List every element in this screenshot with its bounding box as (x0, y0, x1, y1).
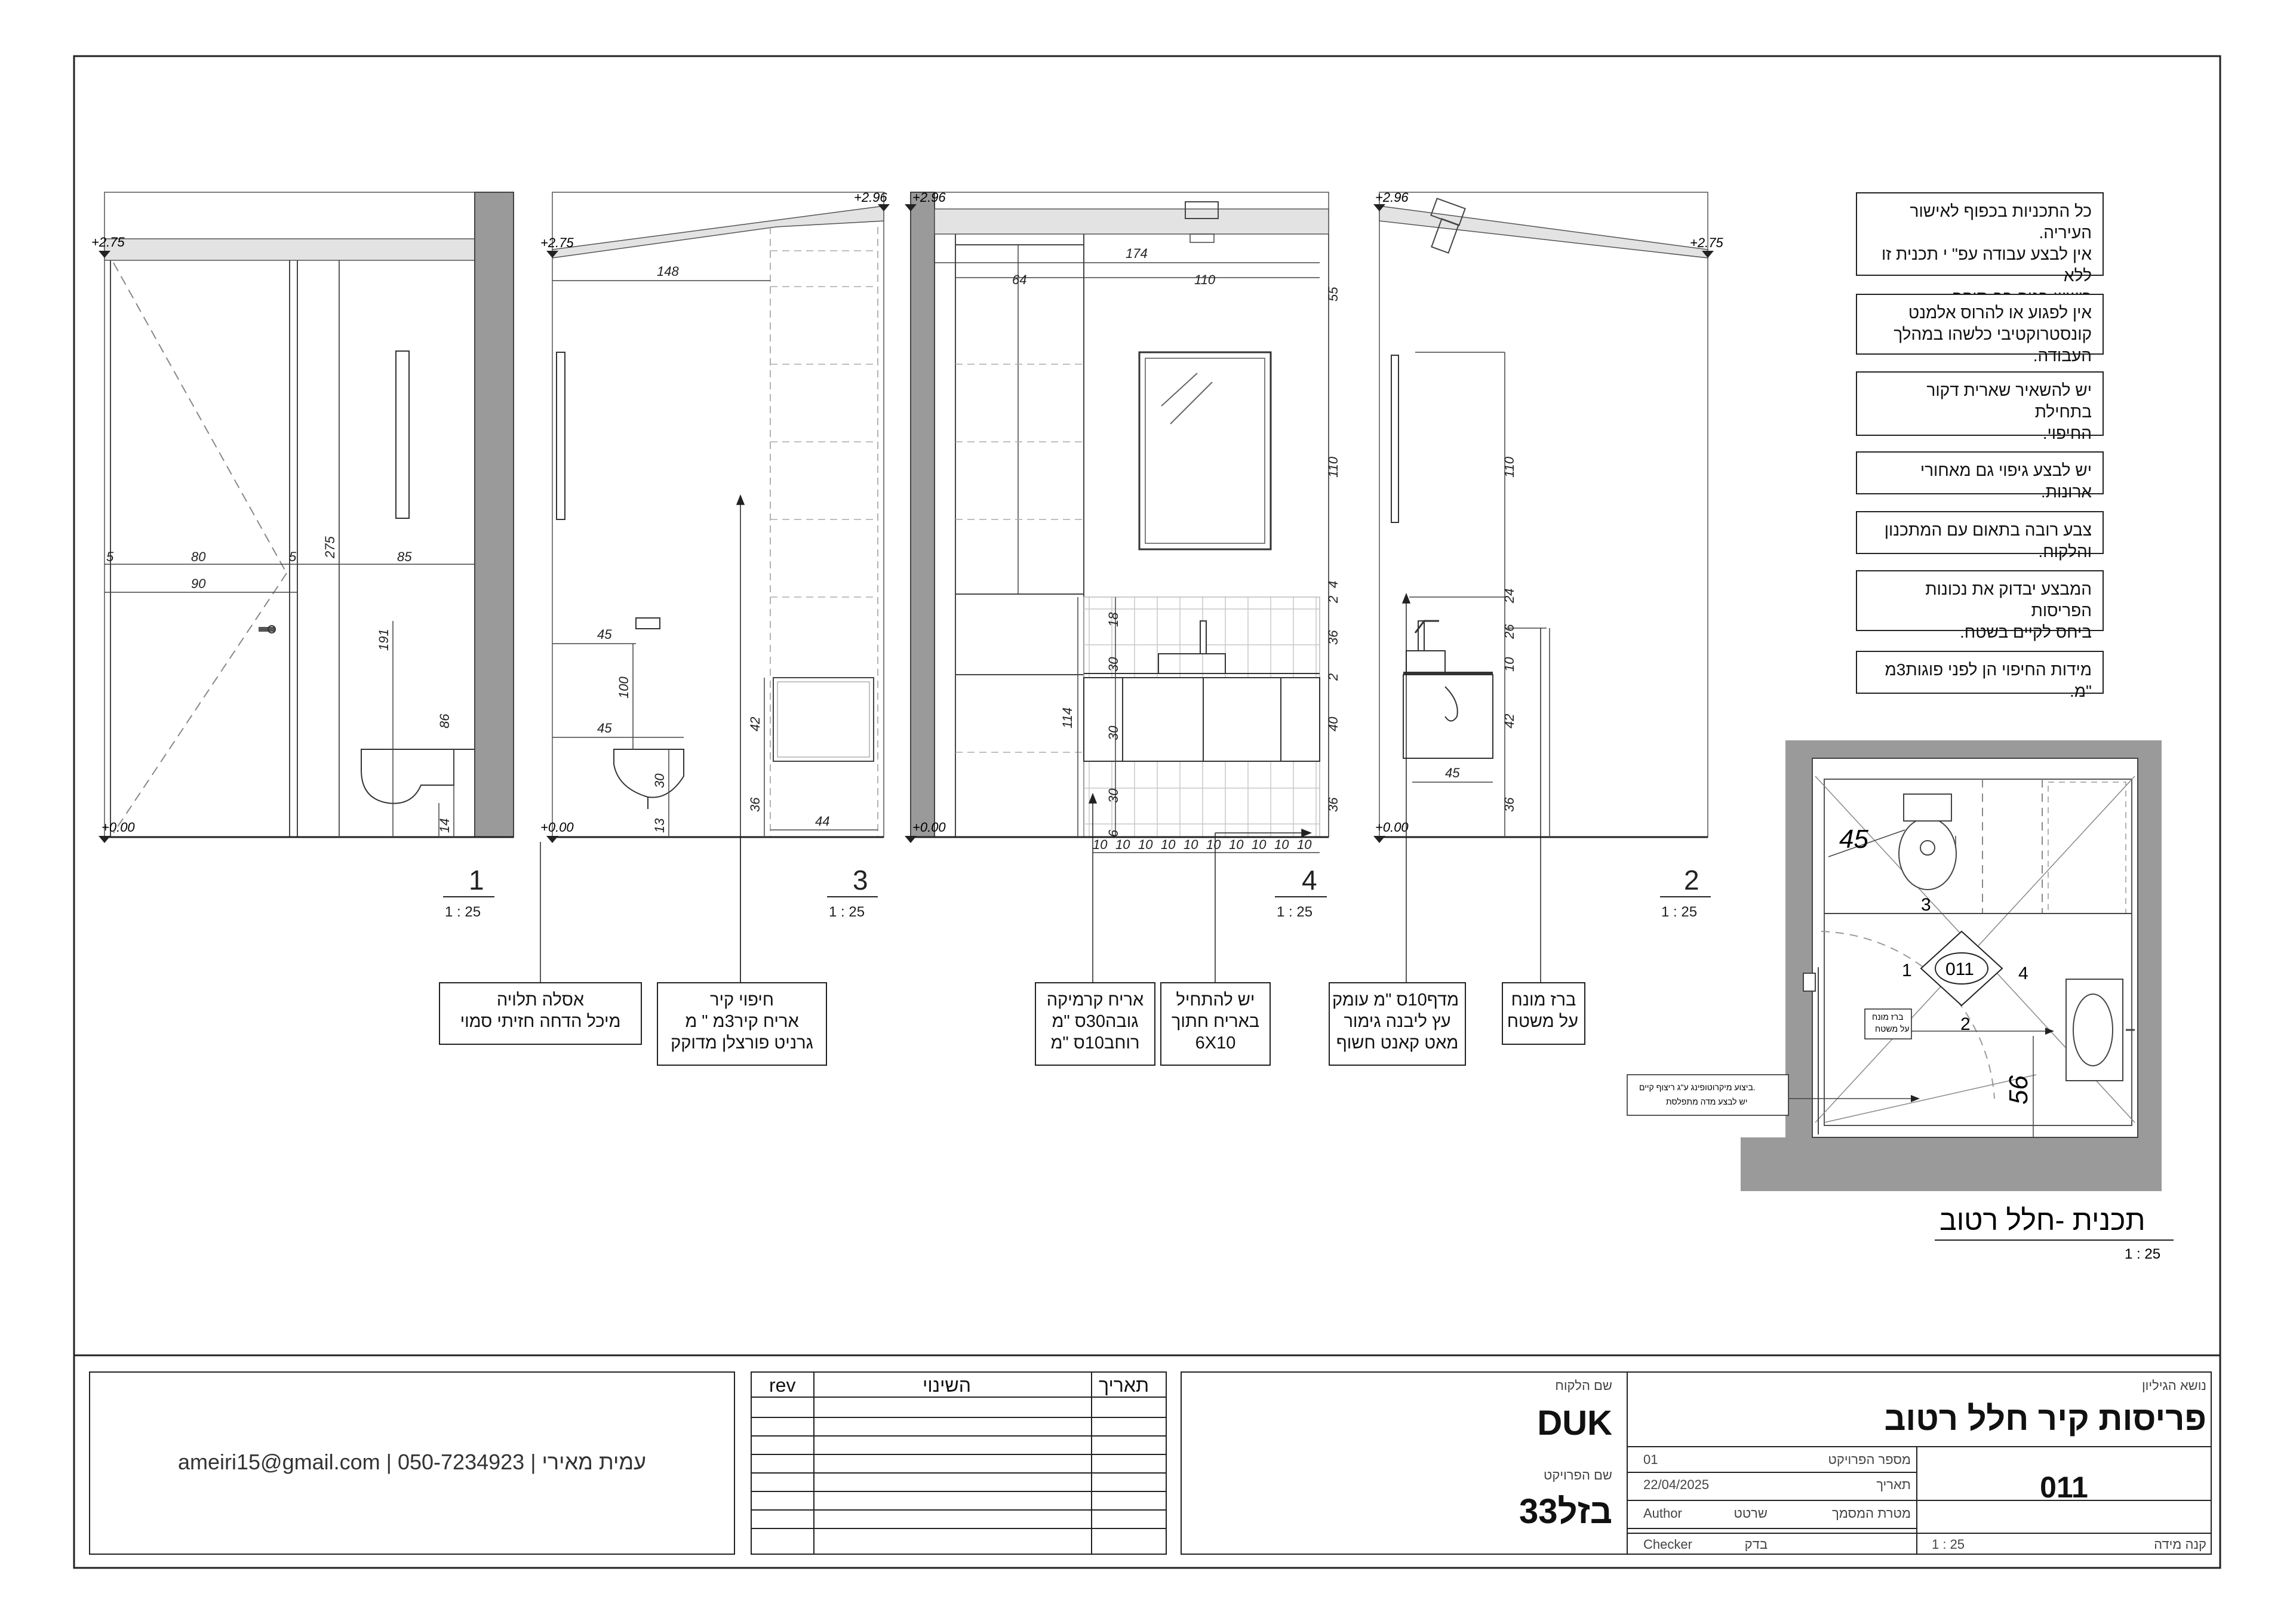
plan-dim-56: 56 (2004, 1075, 2033, 1105)
e2-dim-110: 110 (1502, 456, 1517, 478)
e2-level-bottom: +0.00 (1375, 820, 1409, 835)
e4-dim-10-1: 10 (1093, 837, 1108, 852)
e1-dim-5a: 5 (106, 549, 114, 564)
callout-wall-line-1: חיפוי קיר (710, 991, 774, 1010)
e2-dim-10: 10 (1502, 657, 1517, 672)
e1-level-top: +2.75 (91, 235, 125, 250)
plan-warning-1: ביצוע מיקרוטופינג ע"ג ריצוף קיים. (1639, 1082, 1756, 1092)
note-1 (1856, 192, 2104, 285)
plan-title: תכנית -חלל רטוב (1939, 1205, 2146, 1237)
elevation-1 (91, 192, 514, 843)
plan-tag: 011 (1945, 959, 1974, 979)
client-name: DUK (1537, 1404, 1612, 1442)
callout-wall-line-3: גרניט פורצלן מדוקק (671, 1034, 813, 1053)
callout-toilet-line-1: אסלה תלויה (496, 991, 585, 1010)
designer-contact: ameiri15@gmail.com | 050-7234923 | עמית מאירי (177, 1450, 647, 1474)
scale-value: 1 : 25 (1932, 1537, 1965, 1552)
e3-dim-44: 44 (815, 814, 830, 829)
checked-label: בדק (1744, 1537, 1768, 1552)
leader-lines (540, 496, 1541, 982)
note-2-line-1: אין לפגוע או להרוס אלמנט (1908, 303, 2092, 322)
project-number: 01 (1643, 1452, 1658, 1467)
note-2 (1856, 294, 2104, 365)
plan-faucet-label-2: על משטח (1875, 1024, 1910, 1034)
e4-dim-18: 18 (1106, 612, 1121, 627)
e4-dim-64: 64 (1012, 272, 1027, 287)
date-header: תאריך (1099, 1374, 1149, 1396)
e4-dim-30a: 30 (1106, 657, 1121, 672)
view-number-2: 2 (1684, 865, 1699, 896)
e3-level-bottom: +0.00 (540, 820, 574, 835)
e4-dim-10-9: 10 (1274, 837, 1289, 852)
rev-header: rev (769, 1374, 796, 1396)
e3-level-top: +2.96 (854, 190, 887, 205)
e4-dim-10-7: 10 (1229, 837, 1244, 852)
e4-level-top: +2.96 (912, 190, 946, 205)
callout-toilet-line-2: מיכל הדחה חזיתי סמוי (460, 1012, 621, 1031)
elevation-3 (540, 190, 890, 843)
drawn-value: Author (1643, 1506, 1682, 1521)
callout-shelf-line-1: מדף10ס "מ עומק (1332, 991, 1459, 1010)
sheet-title: פריסות קיר חלל רטוב (1884, 1400, 2206, 1437)
e1-dim-5b: 5 (289, 549, 297, 564)
e1-dim-85: 85 (397, 549, 412, 564)
callout-faucet-line-1: ברז מונח (1511, 991, 1576, 1010)
e1-level-bottom: +0.00 (102, 820, 135, 835)
e4-dim-10-5: 10 (1184, 837, 1198, 852)
elevation-4 (905, 190, 1341, 853)
e4-dim-30b: 30 (1106, 725, 1121, 740)
plan-marker-3: 3 (1921, 895, 1931, 915)
sheet-number: 011 (2040, 1471, 2088, 1504)
callout-cut-line-3: 6X10 (1195, 1034, 1236, 1053)
view-number-4: 4 (1302, 865, 1317, 896)
callout-tile-line-1: אריח קרמיקה (1046, 991, 1144, 1010)
note-6-line-1: המבצע יבדוק את נכונות הפריסות (1925, 580, 2092, 620)
e1-dim-86: 86 (437, 713, 452, 728)
callout-tile-line-2: גובה30ס "מ (1052, 1012, 1139, 1031)
e4-dim-2: 2 (1326, 595, 1341, 603)
plan-marker-1: 1 (1902, 961, 1912, 980)
e4-dim-110v: 110 (1326, 456, 1341, 478)
e4-dim-40: 40 (1326, 716, 1341, 731)
plan-dim-45: 45 (1839, 825, 1868, 854)
callout-faucet (1502, 982, 1585, 1045)
view-number-3: 3 (853, 865, 868, 896)
e3-dim-42: 42 (748, 716, 763, 731)
e4-dim-10-10: 10 (1297, 837, 1312, 852)
floor-plan (1627, 740, 2174, 1262)
e4-dim-6: 6 (1106, 829, 1121, 837)
e3-dim-13: 13 (652, 818, 667, 833)
callout-shelf (1329, 982, 1466, 1066)
callout-shelf-line-3: מאט קאנט חשוף (1336, 1034, 1459, 1053)
callout-tile-line-3: רוחב10ס "מ (1050, 1034, 1140, 1053)
e4-dim-30c: 30 (1106, 788, 1121, 803)
note-4-line-1: יש לבצע גיפוי גם מאחורי ארונות. (1920, 461, 2092, 501)
e4-dim-114: 114 (1060, 707, 1075, 728)
e4-dim-174: 174 (1126, 246, 1148, 261)
note-1-line-2: אין לבצע עבודה עפ" י תכנית זו ללא (1881, 245, 2092, 285)
e4-dim-2b: 2 (1326, 673, 1341, 681)
date-value: 22/04/2025 (1643, 1477, 1710, 1492)
note-3 (1856, 371, 2104, 442)
note-7 (1856, 651, 2104, 700)
e3-dim-36: 36 (748, 797, 763, 812)
e2-level-top: +2.96 (1375, 190, 1409, 205)
note-5-line-1: צבע רובה בתאום עם המתכנון והלקוח. (1884, 521, 2092, 561)
e4-dim-10-2: 10 (1115, 837, 1130, 852)
note-6 (1856, 570, 2104, 641)
e1-dim-191: 191 (376, 629, 391, 651)
plan-marker-2: 2 (1960, 1014, 1971, 1034)
view-scale-2: 1 : 25 (1661, 904, 1698, 920)
note-7-line-1: מידות החיפוי הן לפני פוגות3מ "מ. (1885, 660, 2092, 700)
e3-dim-30: 30 (652, 773, 667, 788)
change-header: השינוי (923, 1374, 972, 1396)
callout-toilet (439, 982, 642, 1045)
e4-dim-36a: 36 (1326, 630, 1341, 645)
e2-dim-24: 24 (1502, 588, 1517, 603)
scale-label: קנה מידה (2154, 1537, 2206, 1552)
project-number-label: מספר הפרויקט (1828, 1452, 1911, 1467)
note-3-line-2: החיפוי. (2042, 424, 2092, 442)
e1-dim-90: 90 (191, 576, 206, 591)
callout-faucet-line-2: על משטח (1507, 1012, 1578, 1031)
note-2-line-2: קונסטרוקטיבי כלשהו במהלך העבודה. (1894, 325, 2092, 365)
project-name: בזל33 (1519, 1492, 1612, 1531)
view-labels (443, 865, 1711, 920)
elevation-2 (1373, 190, 1723, 843)
project-label: שם הפרויקט (1544, 1468, 1612, 1482)
e4-dim-55: 55 (1326, 287, 1341, 302)
checked-value: Checker (1643, 1537, 1692, 1552)
drawn-label: שרטט (1733, 1506, 1768, 1521)
e4-dim-10-3: 10 (1138, 837, 1153, 852)
e2-dim-36: 36 (1502, 797, 1517, 812)
e2-dim-45: 45 (1445, 765, 1460, 780)
note-4 (1856, 451, 2104, 501)
plan-faucet-label-1: ברז מונח (1872, 1012, 1904, 1022)
e3-dim-148: 148 (657, 264, 679, 279)
e2-level-right: +2.75 (1690, 235, 1723, 250)
e1-dim-275: 275 (322, 536, 337, 558)
sheet-subject-label: נושא הגיליון (2141, 1378, 2206, 1393)
view-scale-3: 1 : 25 (829, 904, 865, 920)
callout-wall-line-2: אריח קיר3מ " מ (685, 1012, 799, 1031)
callout-cut-line-1: יש להתחיל (1176, 991, 1255, 1010)
e4-dim-10-4: 10 (1161, 837, 1176, 852)
e4-dim-4: 4 (1326, 580, 1341, 588)
note-5 (1856, 511, 2104, 561)
callout-wall-cladding (657, 982, 827, 1066)
view-scale-1: 1 : 25 (445, 904, 481, 920)
note-1-line-1: כל התכניות בכפוף לאישור העיריה. (1910, 202, 2092, 242)
view-scale-4: 1 : 25 (1277, 904, 1313, 920)
e3-level-mid: +2.75 (540, 235, 574, 250)
e4-level-bottom: +0.00 (912, 820, 946, 835)
e3-dim-45a: 45 (597, 627, 612, 642)
client-label: שם הלקוח (1555, 1378, 1612, 1393)
note-6-line-2: ביחס לקיים בשטח. (1960, 623, 2092, 641)
date-label: תאריך (1876, 1477, 1911, 1492)
note-3-line-1: יש להשאיר שארית דקור בתחילת (1926, 381, 2092, 421)
e2-dim-42: 42 (1502, 713, 1517, 728)
callout-cut-line-2: באריח חתוך (1171, 1012, 1260, 1031)
plan-scale: 1 : 25 (2125, 1246, 2161, 1262)
view-number-1: 1 (469, 865, 484, 896)
plan-marker-4: 4 (2018, 964, 2028, 983)
e1-dim-80: 80 (191, 549, 206, 564)
e4-dim-110: 110 (1194, 272, 1216, 287)
e4-dim-10-8: 10 (1252, 837, 1267, 852)
plan-warning-2: יש לבצע מדה מתפלסת (1666, 1097, 1748, 1106)
e3-dim-45b: 45 (597, 721, 612, 736)
e4-dim-10-6: 10 (1206, 837, 1221, 852)
callout-shelf-line-2: עץ ליבנה גימור (1344, 1012, 1451, 1031)
e4-dim-36b: 36 (1326, 797, 1341, 812)
callout-cut-tile (1160, 982, 1271, 1066)
e2-dim-26: 26 (1502, 624, 1517, 639)
purpose-label: מטרת המסמך (1831, 1506, 1911, 1521)
callout-ceramic-tile (1035, 982, 1155, 1066)
e3-dim-100: 100 (616, 676, 631, 699)
e1-dim-14: 14 (437, 818, 452, 833)
